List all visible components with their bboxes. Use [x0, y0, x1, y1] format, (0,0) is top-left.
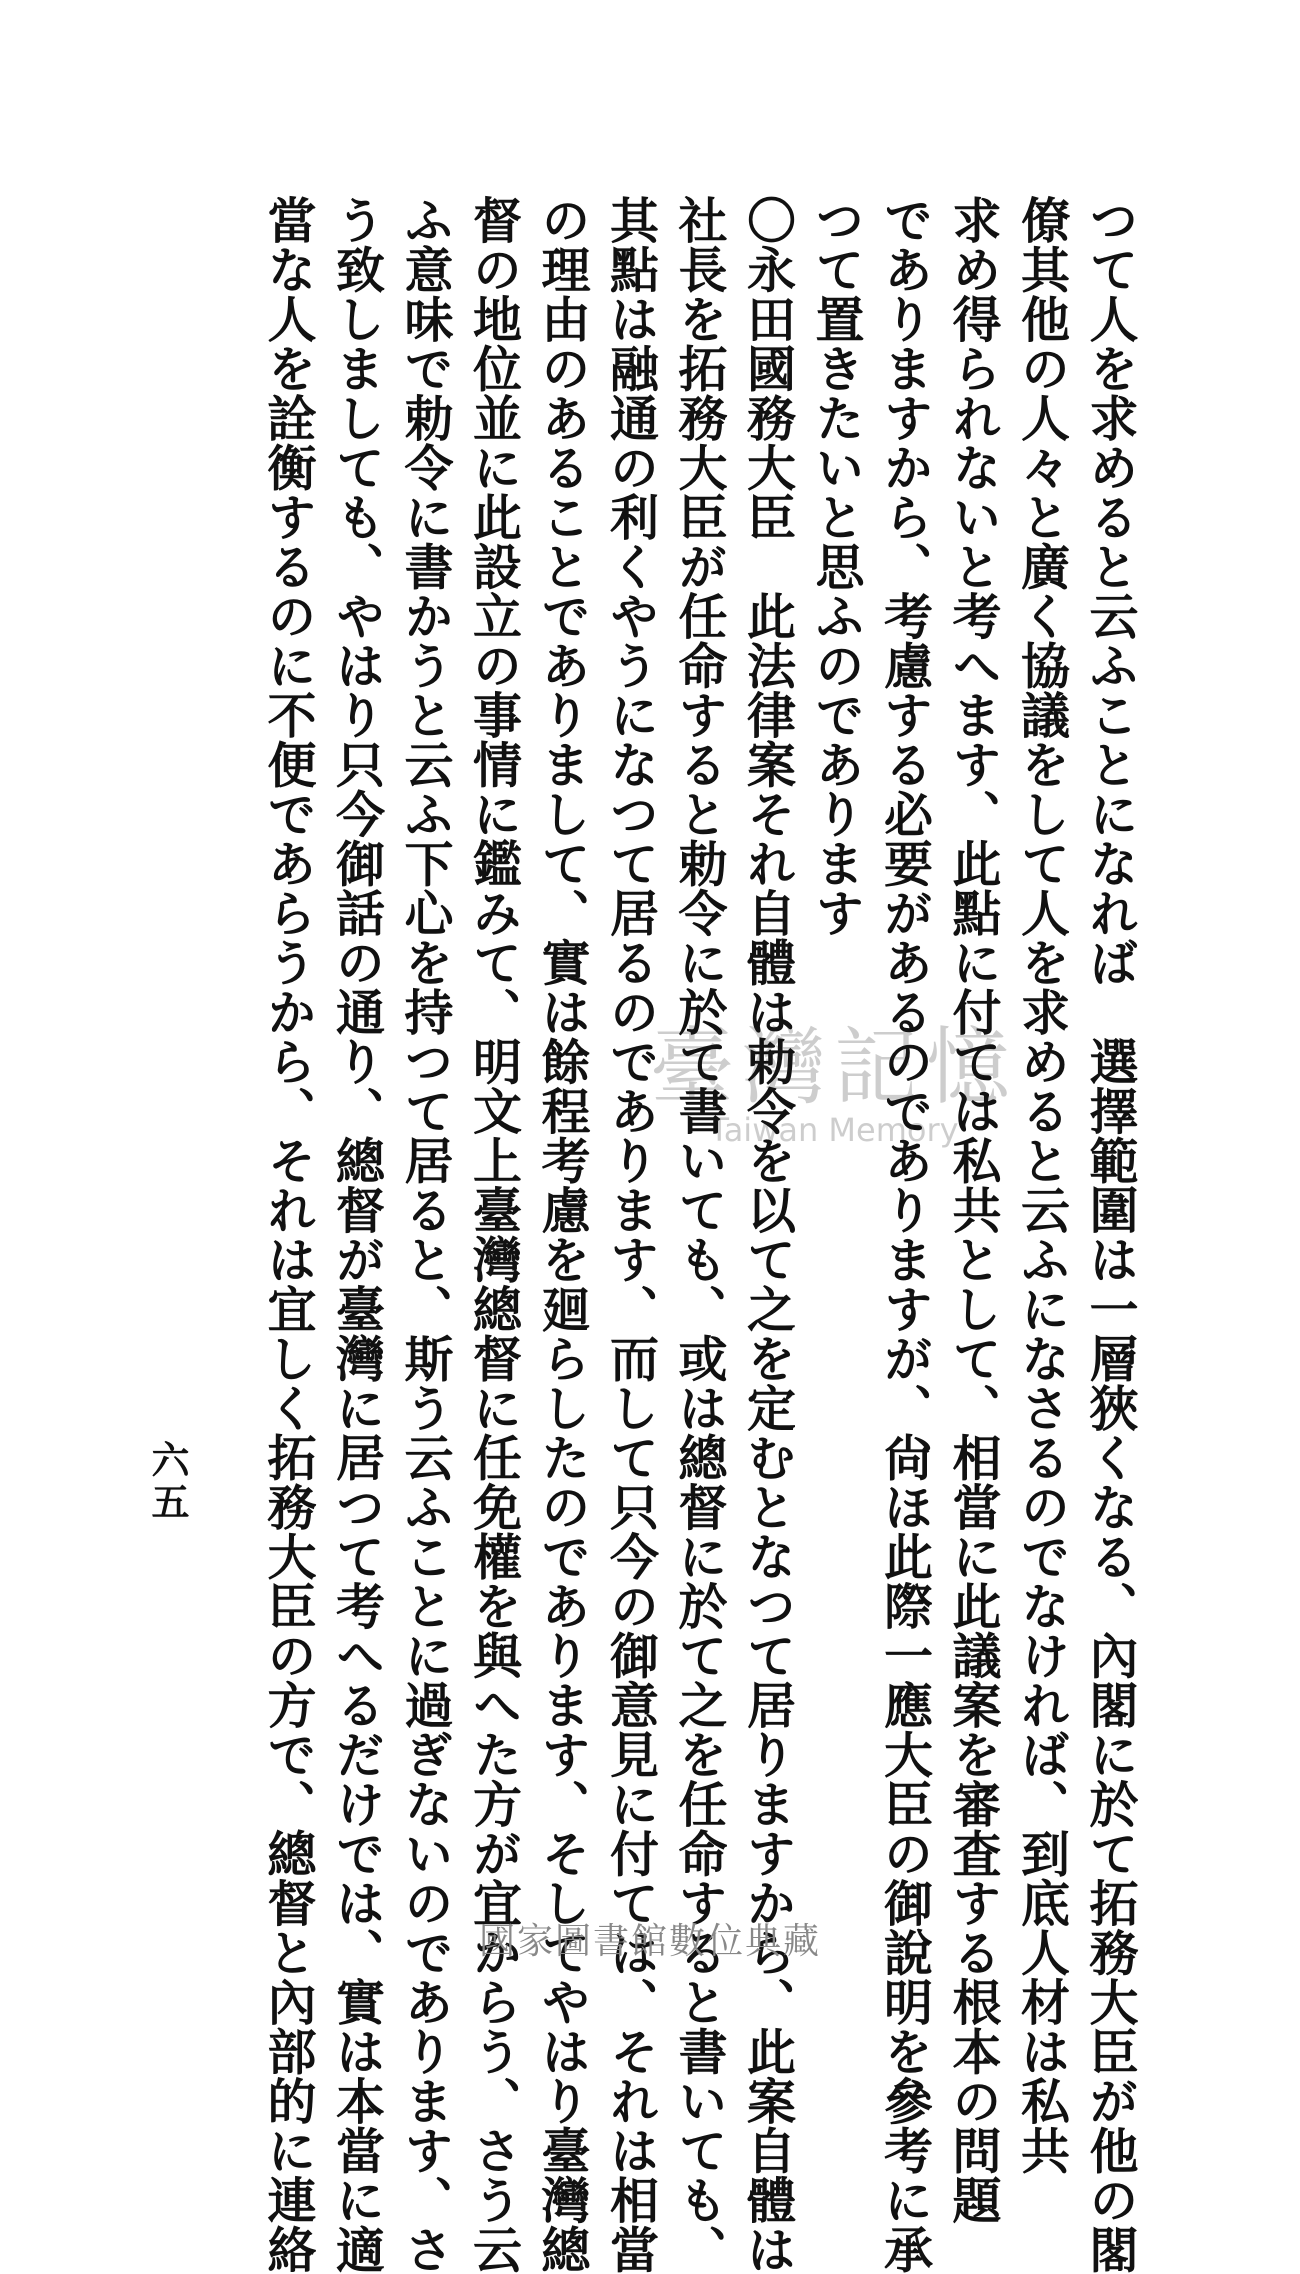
text-column-4: でありますから、考慮する必要があるのでありますが、尙ほ此際一應大臣の御說明を參考に承	[876, 195, 935, 2274]
text-column-13: 當な人を詮衡するのに不便であらうから、それは宜しく拓務大臣の方で、總督と內部的に連絡	[260, 195, 318, 2274]
text-column-9: の理由のあることでありまして、實は餘程考慮を廻らしたのであります、そしてやはり臺灣總	[534, 195, 592, 2274]
watermark-subtitle: Taiwan Memory	[709, 1111, 959, 1149]
footer-source: 國家圖書館數位典藏	[478, 1921, 821, 1962]
text-column-11: ふ意味で勅令に書かうと云ふ下心を持つて居ると、斯う云ふことに過ぎないのであります、さ	[397, 195, 455, 2274]
text-column-3: 求め得られないと考へます、此點に付ては私共として、相當に此議案を審査する根本の問題	[945, 195, 1003, 2225]
text-column-12: う致しましても、やはり只今御話の通り、總督が臺灣に居つて考へるだけでは、實は本當に適	[328, 195, 387, 2274]
text-column-10: 督の地位並に此設立の事情に鑑みて、明文上臺灣總督に任免權を與へた方が宜からう、さう云	[465, 195, 524, 2274]
text-column-1: つて人を求めると云ふことになれば 選擇範圍は一層狹くなる、內閣に於て拓務大臣が他の閣	[1082, 195, 1140, 2274]
text-column-6: 〇永田國務大臣 此法律案それ自體は勅令を以て之を定むとなつて居りますから、此案自體は	[739, 195, 798, 2274]
text-column-7: 社長を拓務大臣が任命すると勅令に於て書いても、或は總督に於て之を任命すると書いても、	[671, 195, 729, 2274]
text-column-8: 其點は融通の利くやうになつて居るのであります、而して只今の御意見に付ては、それは相當	[602, 195, 661, 2274]
text-column-2: 僚其他の人々と廣く協議をして人を求めると云ふになさるのでなければ、到底人材は私共	[1013, 195, 1072, 2175]
text-column-5: つて置きたいと思ふのであります	[808, 195, 866, 938]
watermark-title: 臺灣記憶	[650, 1018, 1019, 1116]
page-number: 六五	[145, 1440, 190, 1524]
watermark	[650, 1000, 1018, 1149]
